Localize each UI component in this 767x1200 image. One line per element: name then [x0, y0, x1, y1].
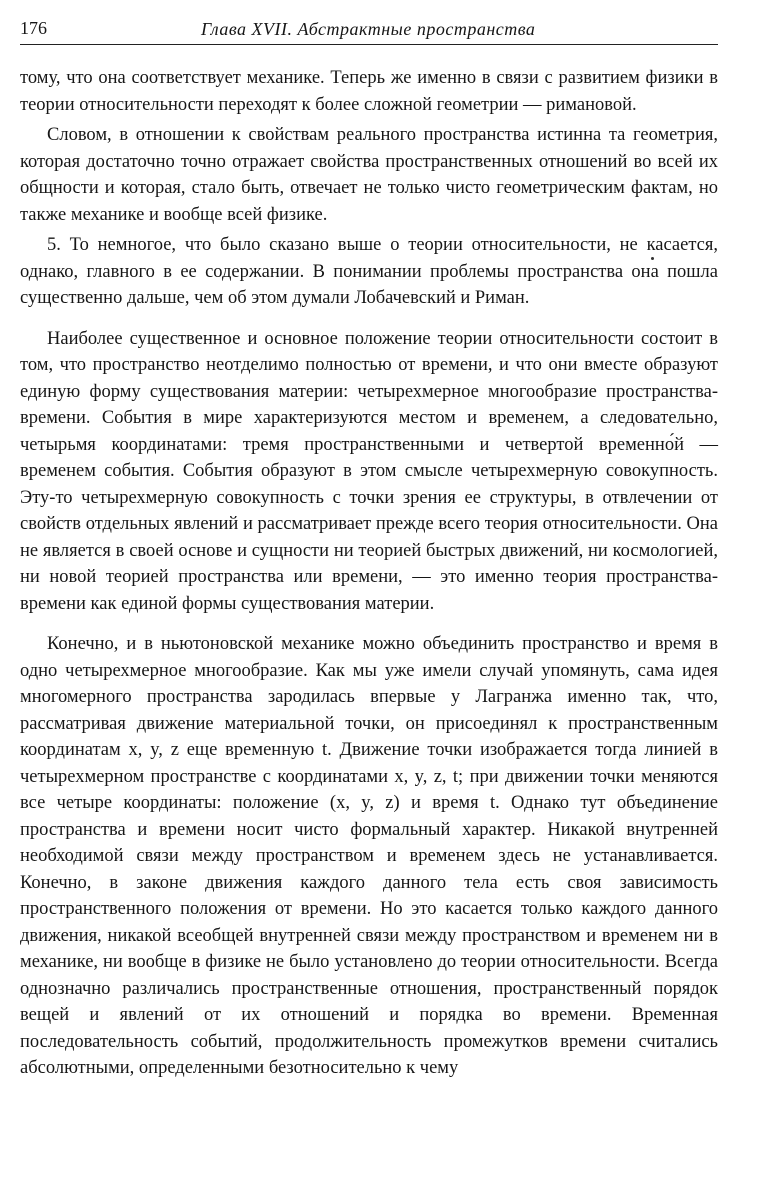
paragraph-3: 5. То немногое, что было сказано выше о теории относительности, не касается, однако, главного в ее содержании. В понимании проблемы пространства она пошла существенно дальше, чем об этом думали Лобачевский и Риман.	[20, 235, 718, 308]
body-text	[20, 65, 718, 1082]
paragraph-4: Наиболее существенное и основное положение теории относительности состоит в том, что пространство неотделимо полностью от времени, и что они вместе образуют единую форму существования материи: четырехмерное многообразие пространства-времени. События в мире характеризуются местом и временем, а следовательно, четырьмя координатами: тремя пространственными и четвертой временно́й — временем события. События образуют в этом смысле четырехмерную совокупность. Эту-то четырехмерную совокупность с точки зрения ее структуры, в отвлечении от свойств отдельных явлений и рассматривает прежде всего теория относительности. Она не является в своей основе и сущности ни теорией быстрых движений, ни космологией, ни новой теорией пространства или времени, — это именно теория пространства-времени как единой формы существования материи.	[20, 328, 718, 614]
running-title: Глава XVII. Абстрактные пространства	[201, 19, 536, 39]
page-number: 176	[20, 18, 47, 38]
paragraph-1: тому, что она соответствует механике. Теперь же именно в связи с развитием физики в теории относительности переходят к более сложной геометрии — римановой.	[20, 68, 718, 115]
header-rule	[20, 44, 718, 45]
paragraph-5: Конечно, и в ньютоновской механике можно объединить пространство и время в одно четырехмерное многообразие. Как мы уже имели случай упомянуть, сама идея многомерного пространства зародилась впервые у Лагранжа именно так, что, рассматривая движение материальной точки, он присоединял к пространственным координатам x, y, z еще временную t. Движение точки изображается тогда линией в четырехмерном пространстве с координатами x, y, z, t; при движении точки меняются все четыре координаты: положение (x, y, z) и время t. Однако тут объединение пространства и времени носит чисто формальный характер. Никакой внутренней необходимой связи между пространством и временем здесь не устанавливается. Конечно, в законе движения каждого данного тела есть своя зависимость пространственного положения от времени. Но это касается только каждого данного движения, никакой всеобщей внутренней связи между пространством и временем ни в механике, ни вообще в физике не было установлено до теории относительности. Всегда однозначно различались пространственные отношения, пространственный порядок вещей и явлений от их отношений и порядка во времени. Временная последовательность событий, продолжительность промежутков времени считались абсолютными, определенными безотносительно к чему	[20, 634, 718, 1078]
paragraph-2: Словом, в отношении к свойствам реального пространства истинна та геометрия, которая достаточно точно отражает свойства пространственных отношений во всей их общности и которая, стало быть, отвечает не только чисто геометрическим фактам, но также механике и вообще всей физике.	[20, 125, 718, 225]
print-speck	[651, 257, 654, 260]
page-header	[20, 18, 718, 44]
